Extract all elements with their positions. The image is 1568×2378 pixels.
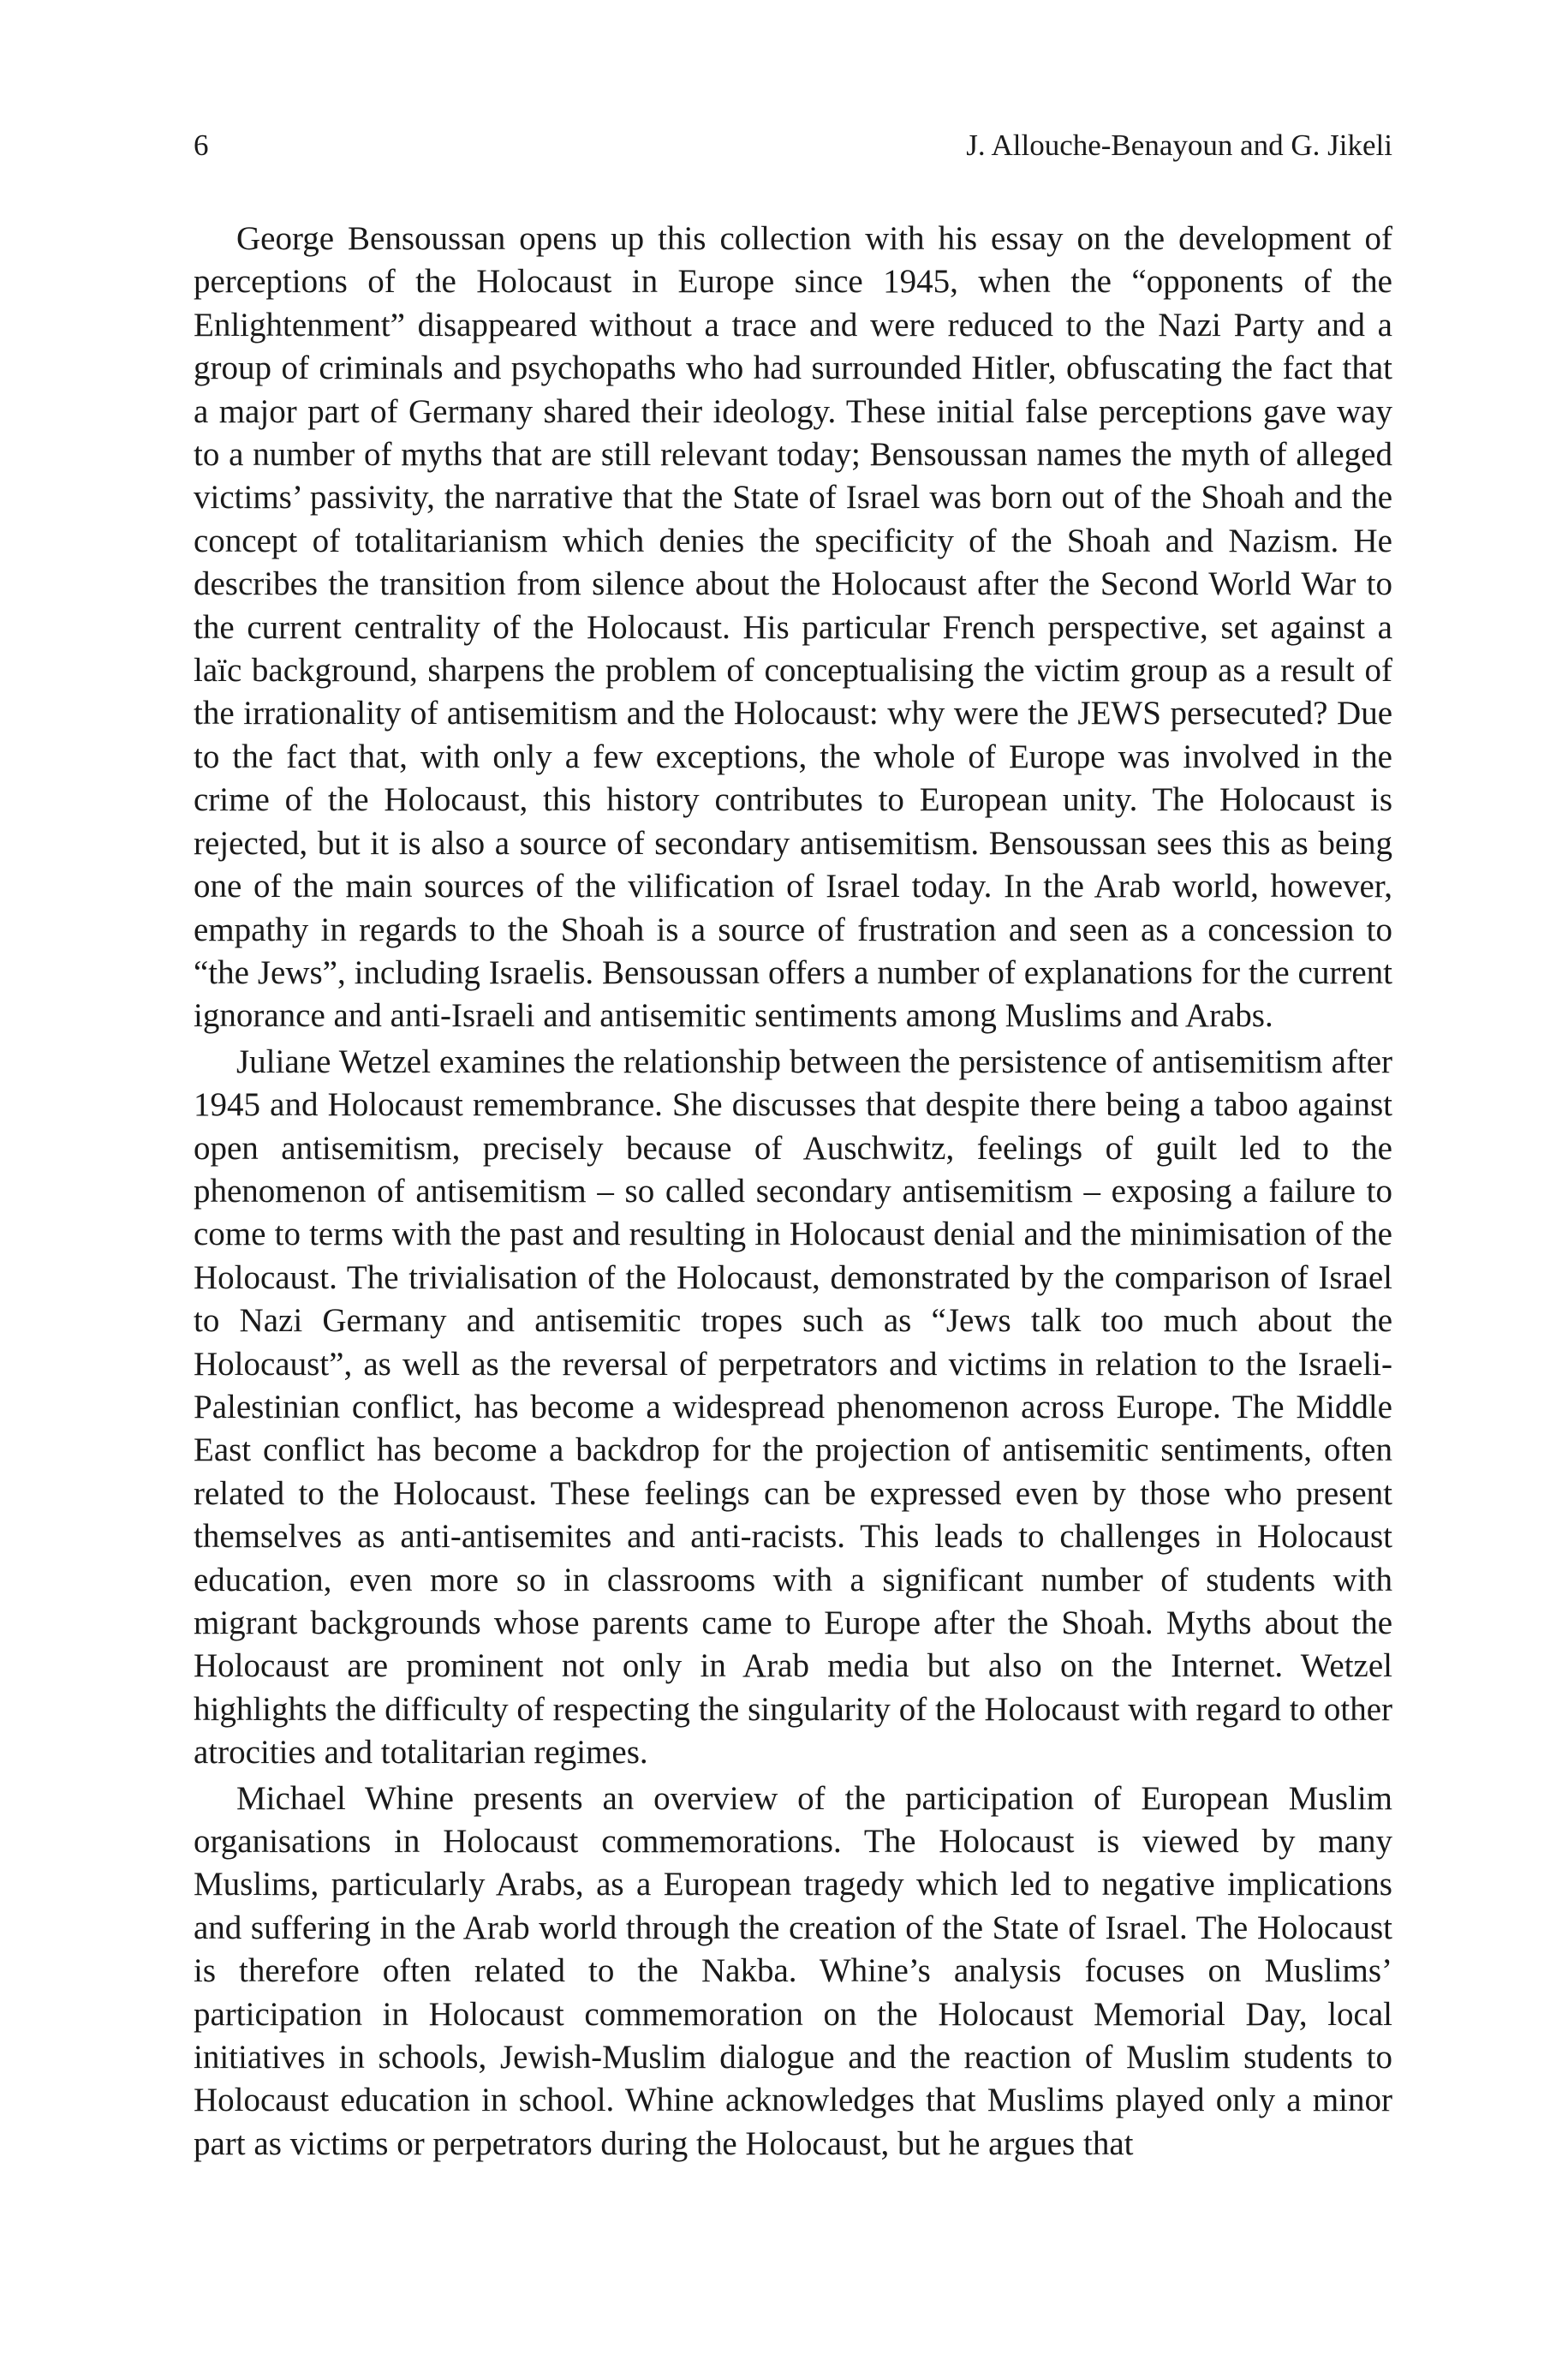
running-head xyxy=(194,127,1392,164)
body-text xyxy=(194,218,1392,2166)
paragraph-whine: Michael Whine presents an overview of the participation of European Muslim organisations in Holocaust commemorations. The Holocaust is viewed by many Muslims, particularly Arabs, as a European tragedy which led to negative implications and suffering in the Arab world through the creation of the State of Israel. The Holocaust is therefore often related to the Nakba. Whine’s analysis focuses on Muslims’ participation in Holocaust commemoration on the Holocaust Memorial Day, local initiatives in schools, Jewish-Muslim dialogue and the reaction of Muslim students to Holocaust education in school. Whine acknowledges that Muslims played only a minor part as victims or perpetrators during the Holocaust, but he argues that xyxy=(194,1779,1392,2162)
page-number: 6 xyxy=(194,128,209,162)
paragraph-bensoussan: George Bensoussan opens up this collection with his essay on the development of perceptions of the Holocaust in Europe since 1945, when the “opponents of the Enlightenment” disappeared without a trace and were reduced to the Nazi Party and a group of criminals and psychopaths who had surrounded Hitler, obfuscating the fact that a major part of Germany shared their ideology. These initial false perceptions gave way to a number of myths that are still relevant today; Bensoussan names the myth of alleged victims’ passivity, the narrative that the State of Israel was born out of the Shoah and the concept of totalitarianism which denies the specificity of the Shoah and Nazism. He describes the transition from silence about the Holocaust after the Second World War to the current centrality of the Holocaust. His particular French perspective, set against a laïc background, sharpens the problem of conceptualising the victim group as a result of the irrationality of antisemitism and the Holocaust: why were the JEWS persecuted? Due to the fact that, with only a few exceptions, the whole of Europe was involved in the crime of the Holocaust, this history contributes to European unity. The Holocaust is rejected, but it is also a source of secondary antisemitism. Bensoussan sees this as being one of the main sources of the vilification of Israel today. In the Arab world, however, empathy in regards to the Shoah is a source of frustration and seen as a concession to “the Jews”, including Israelis. Bensoussan offers a number of explanations for the current ignorance and anti-Israeli and antisemitic sentiments among Muslims and Arabs. xyxy=(194,220,1392,1035)
running-title: J. Allouche-Benayoun and G. Jikeli xyxy=(966,128,1392,162)
paragraph-wetzel: Juliane Wetzel examines the relationship between the persistence of antisemitism after 1945 and Holocaust remembrance. She discusses that despite there being a taboo against open antisemitism, precisely because of Auschwitz, feelings of guilt led to the phenomenon of antisemitism – so called secondary antisemitism – exposing a failure to come to terms with the past and resulting in Holocaust denial and the minimisation of the Holocaust. The trivialisation of the Holocaust, demonstrated by the comparison of Israel to Nazi Germany and antisemitic tropes such as “Jews talk too much about the Holocaust”, as well as the reversal of perpetrators and victims in relation to the Israeli-Palestinian conflict, has become a widespread phenomenon across Europe. The Middle East conflict has become a backdrop for the projection of antisemitic sentiments, often related to the Holocaust. These feelings can be expressed even by those who present themselves as anti-antisemites and anti-racists. This leads to challenges in Holocaust education, even more so in classrooms with a significant number of students with migrant backgrounds whose parents came to Europe after the Shoah. Myths about the Holocaust are prominent not only in Arab media but also on the Internet. Wetzel highlights the difficulty of respecting the singularity of the Holocaust with regard to other atrocities and totalitarian regimes. xyxy=(194,1043,1392,1772)
